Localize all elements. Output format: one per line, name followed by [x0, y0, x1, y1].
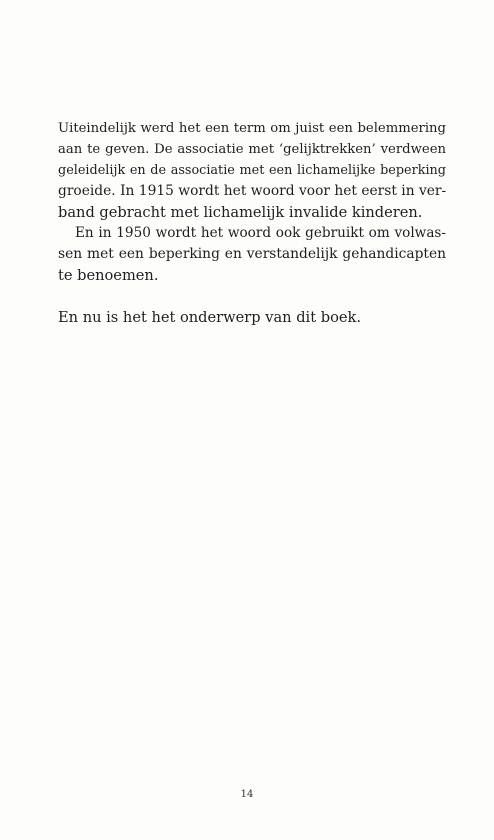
paragraph-2	[58, 223, 446, 286]
text-line: En in 1950 wordt het woord ook gebruikt om volwas-	[75, 225, 446, 241]
text-line: aan te geven. De associatie met ‘gelijktrekken’ verdween	[58, 142, 446, 157]
paragraph-spacer	[58, 286, 446, 307]
text-line: band gebracht met lichamelijk invalide kinderen.	[58, 204, 423, 221]
paragraph-3	[58, 307, 446, 328]
text-line: te benoemen.	[58, 267, 159, 284]
body-text	[58, 118, 446, 328]
text-line: En nu is het het onderwerp van dit boek.	[58, 309, 361, 326]
text-line: groeide. In 1915 wordt het woord voor het eerst in ver-	[58, 183, 447, 199]
text-line: Uiteindelijk werd het een term om juist een belemmering	[58, 121, 446, 136]
page-number: 14	[240, 789, 254, 800]
text-line: geleidelijk en de associatie met een lichamelijke beperking	[58, 163, 446, 178]
text-line: sen met een beperking en verstandelijk gehandicapten	[58, 246, 446, 262]
paragraph-1	[58, 118, 446, 223]
